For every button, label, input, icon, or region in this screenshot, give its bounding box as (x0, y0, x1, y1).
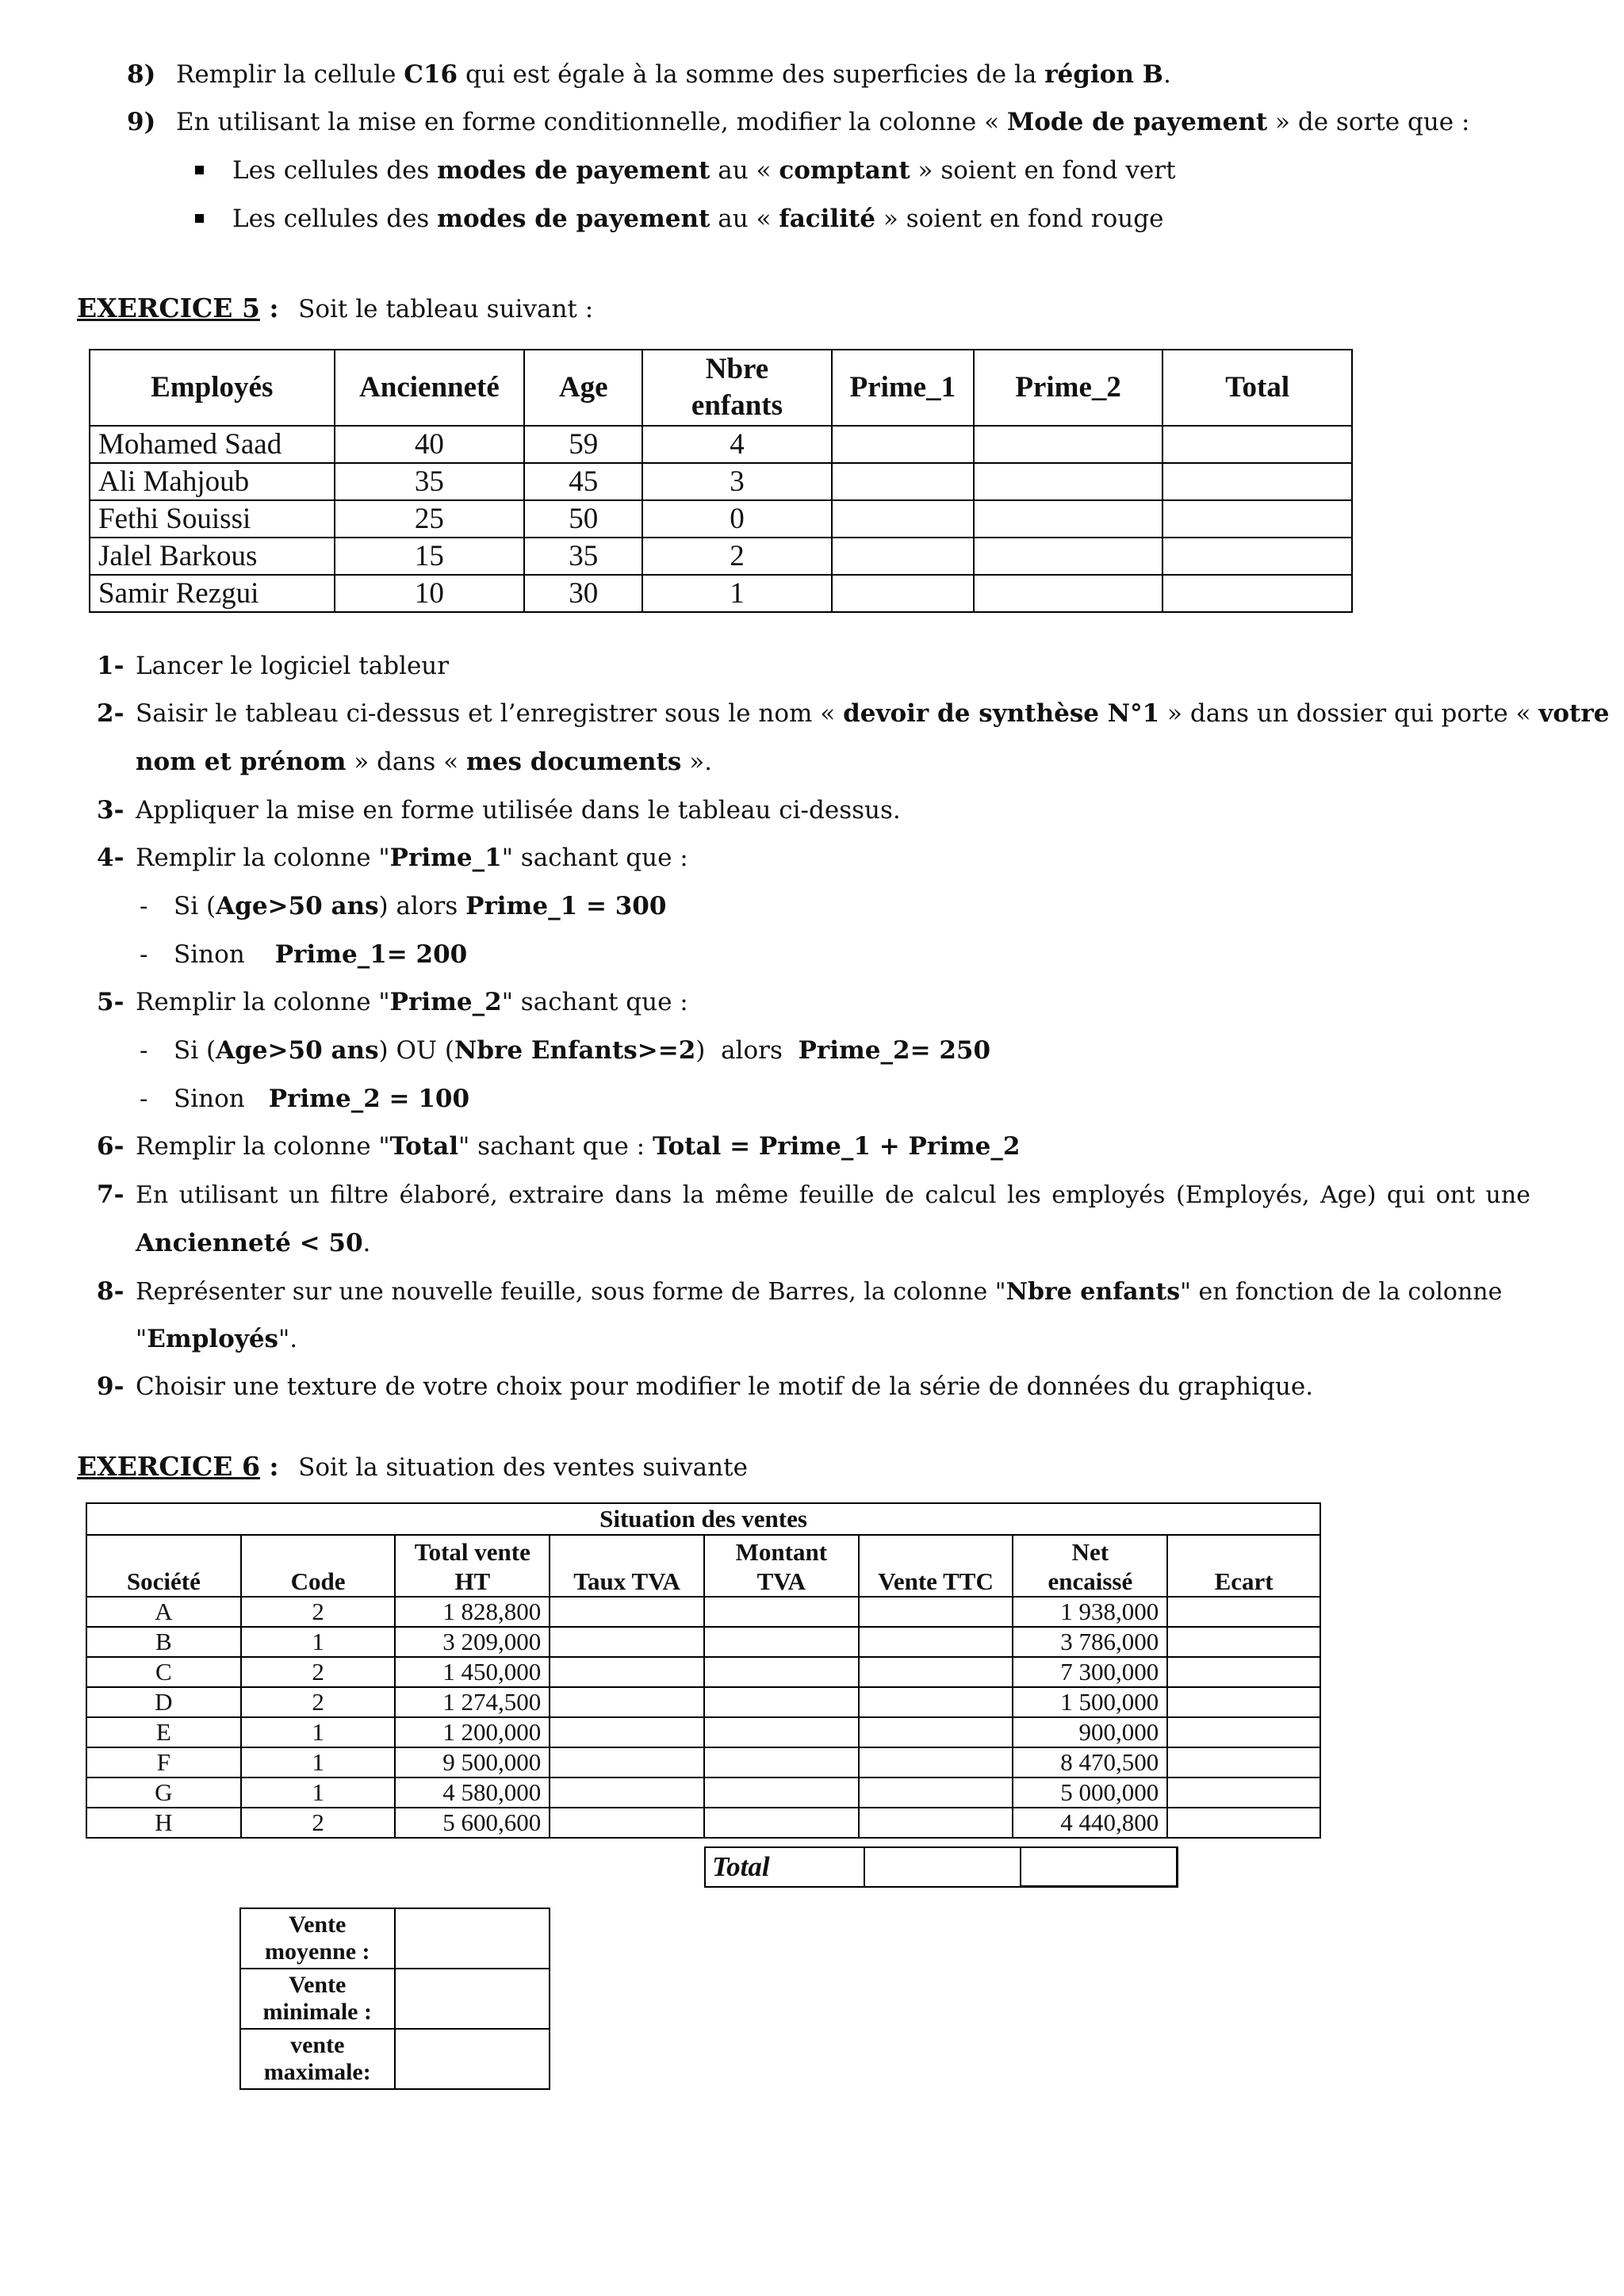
total-ht-cell: 5 600,600 (395, 1808, 550, 1838)
children-cell: 1 (642, 575, 832, 612)
table-row (90, 463, 1352, 500)
column-header: Taux TVA (550, 1535, 704, 1597)
table-row (86, 1717, 1320, 1747)
net-cell: 5 000,000 (1013, 1777, 1167, 1808)
table-row (86, 1657, 1320, 1687)
code-cell: 1 (241, 1777, 396, 1808)
prime1-cell (832, 575, 974, 612)
prime2-cell (974, 463, 1163, 500)
net-cell: 8 470,500 (1013, 1747, 1167, 1777)
question-4-else: - Sinon Prime_1= 200 (140, 940, 468, 969)
company-cell: A (86, 1597, 241, 1627)
square-bullet-icon (195, 166, 204, 174)
company-cell: B (86, 1627, 241, 1657)
prime1-cell (832, 463, 974, 500)
column-header: Employés (90, 350, 335, 426)
table-row (86, 1597, 1320, 1627)
age-cell: 45 (524, 463, 642, 500)
column-header: Age (524, 350, 642, 426)
column-header: Total (1162, 350, 1352, 426)
sales-total-row (704, 1846, 1178, 1888)
question-5: 5- Remplir la colonne "Prime_2" sachant que : (97, 988, 688, 1016)
company-cell: G (86, 1777, 241, 1808)
code-cell: 1 (241, 1747, 396, 1777)
question-3: 3- Appliquer la mise en forme utilisée dans le tableau ci-dessus. (97, 796, 901, 825)
column-header: Total vente HT (395, 1535, 550, 1597)
total-cell (1162, 463, 1352, 500)
net-cell: 3 786,000 (1013, 1627, 1167, 1657)
table-row (90, 538, 1352, 575)
stats-value-cell (395, 2029, 550, 2089)
table-row (90, 500, 1352, 538)
company-cell: E (86, 1717, 241, 1747)
question-2: 2- Saisir le tableau ci-dessus et l’enregistrer sous le nom « devoir de synthèse N°1 » dans un dossier qui porte « votre (97, 699, 1610, 728)
code-cell: 2 (241, 1657, 396, 1687)
table-row (86, 1627, 1320, 1657)
children-cell: 0 (642, 500, 832, 538)
sales-table (86, 1502, 1321, 1839)
question-8-continued: "Employés". (136, 1325, 298, 1353)
total-ht-cell: 1 200,000 (395, 1717, 550, 1747)
table-title: Situation des ventes (86, 1503, 1320, 1535)
prime2-cell (974, 426, 1163, 463)
table-title-row (86, 1503, 1320, 1535)
column-header: Prime_2 (974, 350, 1163, 426)
stats-row (240, 1969, 550, 2029)
stats-row (240, 2029, 550, 2089)
age-cell: 35 (524, 538, 642, 575)
code-cell: 2 (241, 1808, 396, 1838)
stats-label: Vente minimale : (240, 1969, 395, 2029)
question-9: 9- Choisir une texture de votre choix pour modifier le motif de la série de données du graphique. (97, 1372, 1314, 1401)
stats-value-cell (395, 1908, 550, 1969)
prime2-cell (974, 500, 1163, 538)
table-row (86, 1687, 1320, 1717)
seniority-cell: 10 (335, 575, 525, 612)
stats-row (240, 1908, 550, 1969)
total-label: Total (705, 1847, 864, 1887)
company-cell: C (86, 1657, 241, 1687)
employee-cell: Ali Mahjoub (90, 463, 335, 500)
item-number: 9) (127, 108, 156, 136)
seniority-cell: 25 (335, 500, 525, 538)
bullet-item-facilite: Les cellules des modes de payement au « facilité » soient en fond rouge (232, 205, 1164, 233)
column-header: Nbre enfants (642, 350, 832, 426)
seniority-cell: 15 (335, 538, 525, 575)
code-cell: 1 (241, 1627, 396, 1657)
age-cell: 59 (524, 426, 642, 463)
age-cell: 30 (524, 575, 642, 612)
net-cell: 900,000 (1013, 1717, 1167, 1747)
total-cell (1162, 538, 1352, 575)
code-cell: 2 (241, 1687, 396, 1717)
bullet-item-comptant: Les cellules des modes de payement au « comptant » soient en fond vert (232, 156, 1176, 185)
question-5-condition: - Si (Age>50 ans) OU (Nbre Enfants>=2) alors Prime_2= 250 (140, 1036, 991, 1065)
sales-stats-table (239, 1908, 550, 2090)
question-7: 7- En utilisant un filtre élaboré, extraire dans la même feuille de calcul les employés (Employés, Age) qui ont une (97, 1181, 1530, 1209)
square-bullet-icon (195, 214, 204, 223)
column-header: Net encaissé (1013, 1535, 1167, 1597)
total-cell (1162, 426, 1352, 463)
stats-value-cell (395, 1969, 550, 2029)
employees-table (89, 349, 1353, 613)
table-header-row (90, 350, 1352, 426)
net-cell: 1 938,000 (1013, 1597, 1167, 1627)
stats-label: Vente moyenne : (240, 1908, 395, 1969)
total-net-cell (1021, 1847, 1178, 1887)
seniority-cell: 40 (335, 426, 525, 463)
column-header: Montant TVA (704, 1535, 859, 1597)
employee-cell: Samir Rezgui (90, 575, 335, 612)
total-ht-cell: 1 274,500 (395, 1687, 550, 1717)
column-header: Code (241, 1535, 396, 1597)
table-row (86, 1808, 1320, 1838)
table-row (90, 426, 1352, 463)
children-cell: 3 (642, 463, 832, 500)
children-cell: 2 (642, 538, 832, 575)
table-row (86, 1777, 1320, 1808)
employee-cell: Jalel Barkous (90, 538, 335, 575)
question-1: 1- Lancer le logiciel tableur (97, 652, 450, 680)
item-8: 8) Remplir la cellule C16 qui est égale à la somme des superficies de la région B. (127, 60, 1171, 89)
net-cell: 7 300,000 (1013, 1657, 1167, 1687)
table-row (90, 575, 1352, 612)
code-cell: 1 (241, 1717, 396, 1747)
prime2-cell (974, 575, 1163, 612)
company-cell: H (86, 1808, 241, 1838)
item-9: 9) En utilisant la mise en forme conditionnelle, modifier la colonne « Mode de payement » de sorte que : (127, 108, 1470, 136)
age-cell: 50 (524, 500, 642, 538)
net-cell: 4 440,800 (1013, 1808, 1167, 1838)
children-cell: 4 (642, 426, 832, 463)
question-4-condition: - Si (Age>50 ans) alors Prime_1 = 300 (140, 892, 667, 920)
column-header: Ecart (1167, 1535, 1320, 1597)
total-cell (1162, 500, 1352, 538)
net-cell: 1 500,000 (1013, 1687, 1167, 1717)
total-ht-cell: 3 209,000 (395, 1627, 550, 1657)
total-ht-cell: 4 580,000 (395, 1777, 550, 1808)
seniority-cell: 35 (335, 463, 525, 500)
question-8: 8- Représenter sur une nouvelle feuille, sous forme de Barres, la colonne "Nbre enfants" en fonction de la colonne (97, 1277, 1503, 1306)
exercise-5-heading: EXERCICE 5 : Soit le tableau suivant : (77, 293, 594, 323)
question-6: 6- Remplir la colonne "Total" sachant que : Total = Prime_1 + Prime_2 (97, 1132, 1021, 1161)
question-7-continued: Ancienneté < 50. (136, 1229, 371, 1257)
item-number: 8) (127, 60, 156, 89)
employee-cell: Fethi Souissi (90, 500, 335, 538)
employee-cell: Mohamed Saad (90, 426, 335, 463)
code-cell: 2 (241, 1597, 396, 1627)
total-cell (1162, 575, 1352, 612)
column-header: Ancienneté (335, 350, 525, 426)
prime2-cell (974, 538, 1163, 575)
column-header: Prime_1 (832, 350, 974, 426)
question-4: 4- Remplir la colonne "Prime_1" sachant que : (97, 844, 688, 872)
prime1-cell (832, 500, 974, 538)
company-cell: F (86, 1747, 241, 1777)
stats-label: vente maximale: (240, 2029, 395, 2089)
table-header-row (86, 1535, 1320, 1597)
column-header: Vente TTC (859, 1535, 1013, 1597)
question-2-continued: nom et prénom » dans « mes documents ». (136, 748, 713, 776)
total-ht-cell: 1 828,800 (395, 1597, 550, 1627)
total-ht-cell: 1 450,000 (395, 1657, 550, 1687)
total-ht-cell: 9 500,000 (395, 1747, 550, 1777)
company-cell: D (86, 1687, 241, 1717)
total-vente-ttc-cell (864, 1847, 1021, 1887)
prime1-cell (832, 538, 974, 575)
prime1-cell (832, 426, 974, 463)
column-header: Société (86, 1535, 241, 1597)
table-row (86, 1747, 1320, 1777)
exercise-6-heading: EXERCICE 6 : Soit la situation des ventes suivante (77, 1451, 748, 1482)
question-5-else: - Sinon Prime_2 = 100 (140, 1085, 470, 1113)
